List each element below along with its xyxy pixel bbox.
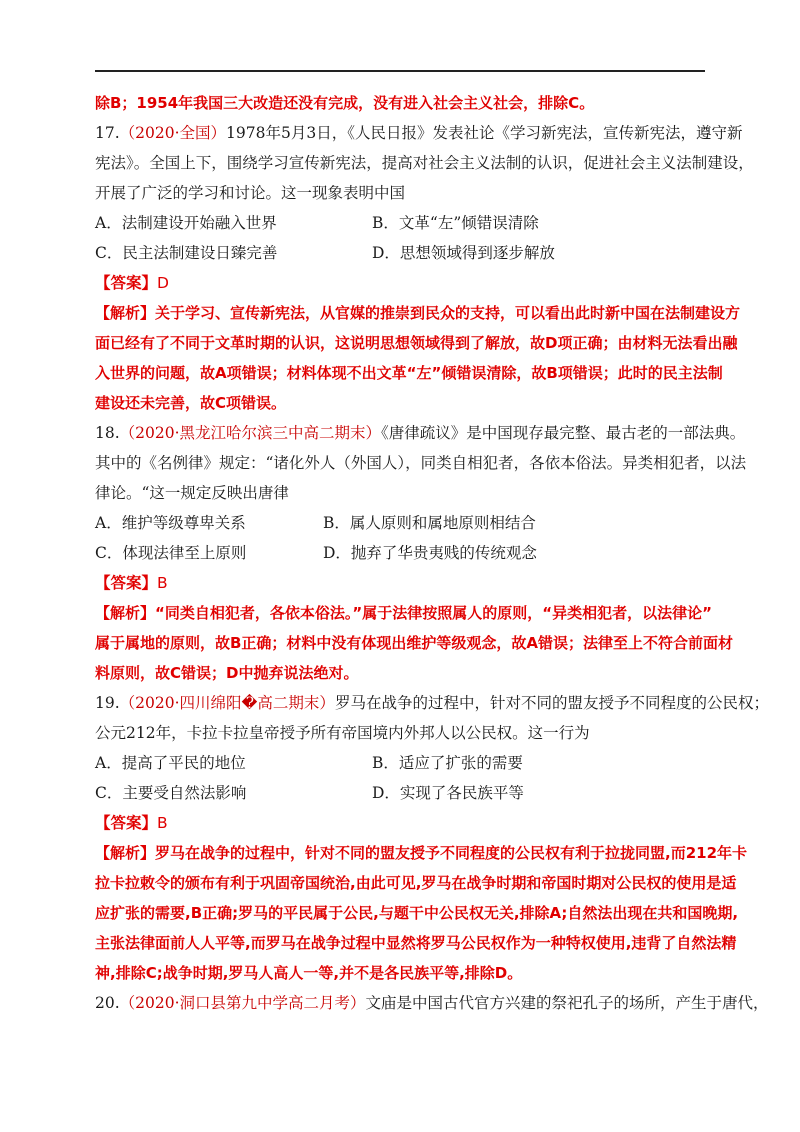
question-19 (95, 688, 769, 988)
option-b: B．属人原则和属地原则相结合 (323, 514, 536, 532)
analysis-line: 建设还未完善，故C项错误。 (95, 394, 287, 412)
question-stem: 罗马在战争的过程中，针对不同的盟友授予不同程度的公民权； (334, 694, 769, 712)
option-c: C．体现法律至上原则 (95, 544, 247, 562)
question-stem-line (95, 688, 769, 718)
question-number: 18. (95, 424, 120, 442)
analysis-line: 拉卡拉敕令的颁布有利于巩固帝国统治,由此可见,罗马在战争时期和帝国时期对公民权的使用是适 (95, 874, 737, 892)
page-body (95, 88, 769, 1018)
option-a: A．法制建设开始融入世界 (95, 214, 277, 232)
analysis-line: 【解析】“同类自相犯者，各依本俗法。”属于法律按照属人的原则，“异类相犯者，以法律论” (95, 604, 712, 622)
question-18 (95, 418, 747, 688)
option-d: D．思想领域得到逐步解放 (372, 244, 555, 262)
question-stem-line: 宪法》。全国上下，围绕学习宣传新宪法，提高对社会主义法制的认识，促进社会主义法制建设， (95, 154, 754, 172)
option-d: D．抛弃了华贵夷贱的传统观念 (323, 544, 537, 562)
answer-label: 【答案】 (95, 814, 158, 832)
option-d: D．实现了各民族平等 (372, 784, 524, 802)
options-row (95, 748, 705, 778)
answer-value: B (157, 814, 168, 832)
option-a: A．维护等级尊卑关系 (95, 514, 246, 532)
question-stem: 文庙是中国古代官方兴建的祭祀孔子的场所，产生于唐代， (365, 994, 769, 1012)
question-stem-line: 开展了广泛的学习和讨论。这一现象表明中国 (95, 184, 406, 202)
options-row (95, 538, 705, 568)
options-row (95, 238, 705, 268)
options-row (95, 208, 705, 238)
option-c: C．民主法制建设日臻完善 (95, 244, 278, 262)
analysis-line: 入世界的问题，故A项错误；材料体现不出文革“左”倾错误清除，故B项错误；此时的民主法制 (95, 364, 723, 382)
answer-value: D (157, 274, 169, 292)
answer-value: B (157, 574, 168, 592)
question-stem-line (95, 418, 746, 448)
option-c: C．主要受自然法影响 (95, 784, 247, 802)
analysis-line: 应扩张的需要,B正确;罗马的平民属于公民,与题干中公民权无关,排除A;自然法出现在共和国晚期, (95, 904, 739, 922)
question-source: （2020·全国） (119, 124, 227, 142)
answer-label: 【答案】 (95, 274, 158, 292)
options-row (95, 778, 705, 808)
answer-line (95, 268, 705, 298)
question-20 (95, 988, 769, 1018)
option-a: A．提高了平民的地位 (95, 754, 246, 772)
question-source: （2020·四川绵阳�高二期末） (119, 694, 335, 712)
question-stem-line (95, 988, 769, 1018)
question-number: 17. (95, 124, 120, 142)
analysis-line: 面已经有了不同于文革时期的认识，这说明思想领域得到了解放，故D项正确；由材料无法看出融 (95, 334, 738, 352)
question-stem-line: 律论。“这一规定反映出唐律 (95, 484, 289, 502)
question-stem-line: 公元212年，卡拉卡拉皇帝授予所有帝国境内外邦人以公民权。这一行为 (95, 724, 590, 742)
answer-line (95, 808, 705, 838)
analysis-line: 属于属地的原则，故B正确；材料中没有体现出维护等级观念，故A错误；法律至上不符合前面材 (95, 634, 734, 652)
question-stem: 《唐律疏议》是中国现存最完整、最古老的一部法典。 (381, 424, 746, 442)
carryover-analysis: 除B；1954年我国三大改造还没有完成，没有进入社会主义社会，排除C。 (95, 94, 595, 112)
analysis-line: 料原则，故C错误；D中抛弃说法绝对。 (95, 664, 359, 682)
option-b: B．文革“左”倾错误清除 (372, 214, 539, 232)
analysis-line: 【解析】关于学习、宣传新宪法，从官媒的推崇到民众的支持，可以看出此时新中国在法制建设方 (95, 304, 741, 322)
header-rule (95, 70, 705, 72)
question-source: （2020·黑龙江哈尔滨三中高二期末） (119, 424, 382, 442)
analysis-line: 主张法律面前人人平等,而罗马在战争过程中显然将罗马公民权作为一种特权使用,违背了自然法精 (95, 934, 737, 952)
options-row (95, 508, 705, 538)
option-b: B．适应了扩张的需要 (372, 754, 523, 772)
question-stem-line: 其中的《名例律》规定：“诸化外人（外国人），同类自相犯者，各依本俗法。异类相犯者，以法 (95, 454, 747, 472)
analysis-line: 【解析】罗马在战争的过程中，针对不同的盟友授予不同程度的公民权有利于拉拢同盟,而212年卡 (95, 844, 748, 862)
answer-label: 【答案】 (95, 574, 158, 592)
answer-line (95, 568, 705, 598)
analysis-line: 神,排除C;战争时期,罗马人高人一等,并不是各民族平等,排除D。 (95, 964, 523, 982)
question-source: （2020·洞口县第九中学高二月考） (119, 994, 366, 1012)
question-stem: 1978年5月3日，《人民日报》发表社论《学习新宪法，宣传新宪法，遵守新 (226, 124, 743, 142)
question-number: 20. (95, 994, 120, 1012)
question-number: 19. (95, 694, 120, 712)
question-17 (95, 118, 754, 418)
question-stem-line (95, 118, 743, 148)
